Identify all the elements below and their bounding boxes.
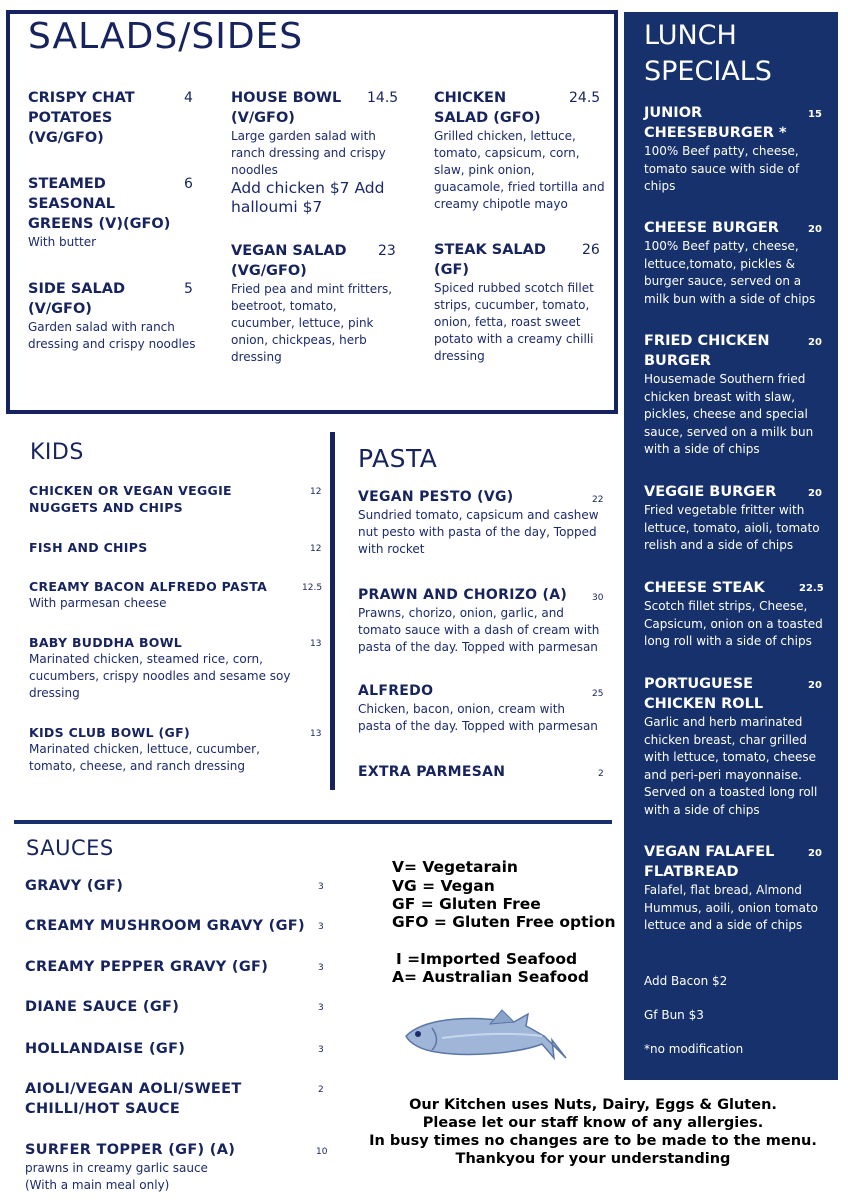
item-name: PRAWN AND CHORIZO (A): [358, 587, 568, 603]
item-desc: Large garden salad with ranch dressing and crispy noodles: [231, 129, 386, 177]
pasta-title: PASTA: [358, 444, 438, 473]
menu-item: [231, 241, 401, 366]
vertical-divider: [330, 432, 335, 790]
item-desc: Scotch fillet strips, Cheese, Capsicum, onion on a toasted long roll with a side of chips: [644, 599, 823, 648]
horizontal-divider: [14, 820, 612, 824]
sauces-title: SAUCES: [26, 836, 114, 860]
item-name: SIDE SALAD (V/GFO): [28, 281, 125, 317]
legend-entry: VG = Vegan: [392, 877, 495, 895]
menu-item: [28, 88, 198, 148]
item-name: CREAMY BACON ALFREDO PASTA: [29, 579, 268, 594]
fish-icon: [402, 1006, 568, 1064]
item-name: STEAMED SEASONAL GREENS (V)(GFO): [28, 176, 171, 232]
item-name: VEGAN FALAFEL FLATBREAD: [644, 844, 775, 880]
item-price: 2: [318, 1085, 324, 1095]
item-desc: Marinated chicken, steamed rice, corn, cucumbers, crispy noodles and sesame soy dressing: [29, 652, 291, 700]
item-add-on: Add chicken $7 Add halloumi $7: [231, 179, 385, 216]
item-desc: Chicken, bacon, onion, cream with pasta of the day. Topped with parmesan: [358, 702, 598, 733]
item-price: 20: [808, 848, 822, 859]
item-price: 3: [318, 922, 324, 932]
item-price: 25: [592, 689, 604, 699]
kids-item: [29, 634, 309, 702]
item-name: ALFREDO: [358, 683, 434, 699]
legend-entry: I =Imported Seafood: [396, 950, 578, 968]
footer-note: Our Kitchen uses Nuts, Dairy, Eggs & Gluten.: [409, 1097, 777, 1113]
item-desc: Fried vegetable fritter with lettuce, tomato, aioli, tomato relish and a side of chips: [644, 503, 820, 552]
item-price: 2: [598, 769, 604, 779]
lunch-item: [644, 331, 824, 459]
item-name: CHEESE STEAK: [644, 580, 765, 596]
item-desc: Housemade Southern fried chicken breast with slaw, pickles, cheese and special sauce, served on a milk bun with a side of chips: [644, 372, 814, 456]
sauce-item-name: CREAMY MUSHROOM GRAVY (GF): [25, 918, 305, 934]
lunch-title-line1: LUNCH: [644, 20, 737, 51]
item-price: 30: [592, 593, 604, 603]
item-price: 20: [808, 488, 822, 499]
item-price: 15: [808, 109, 822, 120]
item-price: 12.5: [302, 583, 323, 593]
item-name: VEGAN SALAD (VG/GFO): [231, 243, 347, 279]
kids-item: [29, 482, 304, 516]
menu-item: [434, 240, 606, 365]
item-price: 26: [582, 242, 600, 258]
legend-entry: V= Vegetarain: [392, 858, 518, 876]
item-desc: 100% Beef patty, cheese, tomato sauce with side of chips: [644, 144, 800, 193]
menu-item: [231, 88, 401, 217]
menu-item: [434, 88, 606, 213]
sauce-item: [25, 1140, 315, 1194]
item-desc: Falafel, flat bread, Almond Hummus, aoili, onion tomato lettuce and a side of chips: [644, 883, 818, 932]
lunch-item: [644, 103, 824, 196]
kids-item: [29, 539, 304, 556]
lunch-note: Gf Bun $3: [644, 1008, 704, 1022]
item-desc: Sundried tomato, capsicum and cashew nut pesto with pasta of the day, Topped with rocket: [358, 508, 599, 556]
lunch-note: *no modification: [644, 1042, 744, 1056]
kids-title: KIDS: [30, 440, 84, 465]
menu-item: [28, 279, 198, 353]
item-price: 22.5: [799, 583, 824, 594]
footer-note: Thankyou for your understanding: [455, 1151, 731, 1167]
item-name: CHEESE BURGER: [644, 220, 779, 236]
item-desc: Marinated chicken, lettuce, cucumber, tomato, cheese, and ranch dressing: [29, 742, 260, 773]
item-name: CHICKEN OR VEGAN VEGGIE NUGGETS AND CHIPS: [29, 483, 232, 515]
lunch-item: [644, 842, 824, 935]
item-price: 4: [184, 90, 193, 106]
item-desc: 100% Beef patty, cheese, lettuce,tomato, pickles & burger sauce, served on a milk bun with a side of chips: [644, 239, 816, 306]
footer-note: Please let our staff know of any allergies.: [422, 1115, 764, 1131]
item-price: 24.5: [569, 90, 601, 106]
item-price: 23: [378, 243, 396, 259]
lunch-item: [644, 578, 824, 651]
pasta-item: [358, 586, 608, 656]
legend-entry: A= Australian Seafood: [392, 968, 589, 986]
menu-item: [28, 174, 198, 251]
item-desc: Grilled chicken, lettuce, tomato, capsicum, corn, slaw, pink onion, guacamole, fried tortilla and creamy chipotle mayo: [434, 129, 605, 211]
item-name: VEGGIE BURGER: [644, 484, 777, 500]
kids-item: [29, 724, 309, 775]
item-name: CRISPY CHAT POTATOES (VG/GFO): [28, 90, 135, 146]
lunch-item: [644, 218, 824, 308]
item-name: FISH AND CHIPS: [29, 540, 148, 555]
item-price: 3: [318, 882, 324, 892]
sauce-item-name: DIANE SAUCE (GF): [25, 999, 180, 1015]
item-price: 12: [310, 487, 322, 497]
item-price: 13: [310, 639, 322, 649]
item-name: PORTUGUESE CHICKEN ROLL: [644, 676, 764, 712]
item-name: HOUSE BOWL (V/GFO): [231, 90, 342, 126]
legend-entry: GFO = Gluten Free option: [392, 913, 616, 931]
item-price: 10: [316, 1147, 328, 1157]
item-price: 20: [808, 337, 822, 348]
item-price: 3: [318, 1045, 324, 1055]
item-name: EXTRA PARMESAN: [358, 764, 506, 780]
item-desc: Prawns, chorizo, onion, garlic, and tomato sauce with a dash of cream with pasta of the day. Topped with parmesan: [358, 606, 600, 654]
item-price: 5: [184, 281, 193, 297]
item-price: 22: [592, 495, 604, 505]
sauce-item-name: HOLLANDAISE (GF): [25, 1041, 186, 1057]
item-desc: Garlic and herb marinated chicken breast, char grilled with lettuce, tomato, cheese and peri-peri mayonnaise. Served on a toasted long roll with a side of chips: [644, 715, 818, 817]
item-price: 6: [184, 176, 193, 192]
item-price: 20: [808, 680, 822, 691]
pasta-item: [358, 682, 608, 735]
item-price: 3: [318, 1003, 324, 1013]
item-price: 20: [808, 224, 822, 235]
item-price: 3: [318, 963, 324, 973]
item-desc: Fried pea and mint fritters, beetroot, tomato, cucumber, lettuce, pink onion, chickpeas, herb dressing: [231, 282, 393, 364]
item-name: BABY BUDDHA BOWL: [29, 635, 183, 650]
lunch-title: [644, 18, 772, 90]
salads-title: SALADS/SIDES: [28, 16, 304, 57]
item-name: STEAK SALAD (GF): [434, 242, 546, 278]
sauce-item-name: AIOLI/VEGAN AOLI/SWEET CHILLI/HOT SAUCE: [25, 1081, 242, 1117]
kids-item: [29, 578, 304, 612]
item-desc: prawns in creamy garlic sauce (With a main meal only): [25, 1161, 208, 1192]
item-name: VEGAN PESTO (VG): [358, 489, 514, 505]
item-price: 14.5: [367, 90, 399, 106]
item-desc: Garden salad with ranch dressing and crispy noodles: [28, 320, 196, 351]
sauce-item-name: CREAMY PEPPER GRAVY (GF): [25, 959, 269, 975]
item-price: 13: [310, 729, 322, 739]
item-desc: Spiced rubbed scotch fillet strips, cucumber, tomato, onion, fetta, roast sweet potato with a creamy chilli dressing: [434, 281, 594, 363]
pasta-item: [358, 763, 608, 782]
item-desc: With parmesan cheese: [29, 596, 167, 610]
pasta-item: [358, 488, 608, 558]
item-desc: With butter: [28, 235, 97, 249]
sauce-item-name: SURFER TOPPER (GF) (A): [25, 1142, 236, 1158]
footer-note: In busy times no changes are to be made to the menu.: [369, 1133, 817, 1149]
item-name: CHICKEN SALAD (GFO): [434, 90, 541, 126]
item-price: 12: [310, 544, 322, 554]
sauce-item-name: GRAVY (GF): [25, 878, 124, 894]
item-name: KIDS CLUB BOWL (GF): [29, 725, 190, 740]
item-name: FRIED CHICKEN BURGER: [644, 333, 770, 369]
item-name: JUNIOR CHEESEBURGER *: [644, 105, 787, 141]
lunch-title-line2: SPECIALS: [644, 56, 772, 87]
lunch-note: Add Bacon $2: [644, 974, 728, 988]
lunch-item: [644, 674, 824, 819]
legend-entry: GF = Gluten Free: [392, 895, 541, 913]
lunch-item: [644, 482, 824, 555]
